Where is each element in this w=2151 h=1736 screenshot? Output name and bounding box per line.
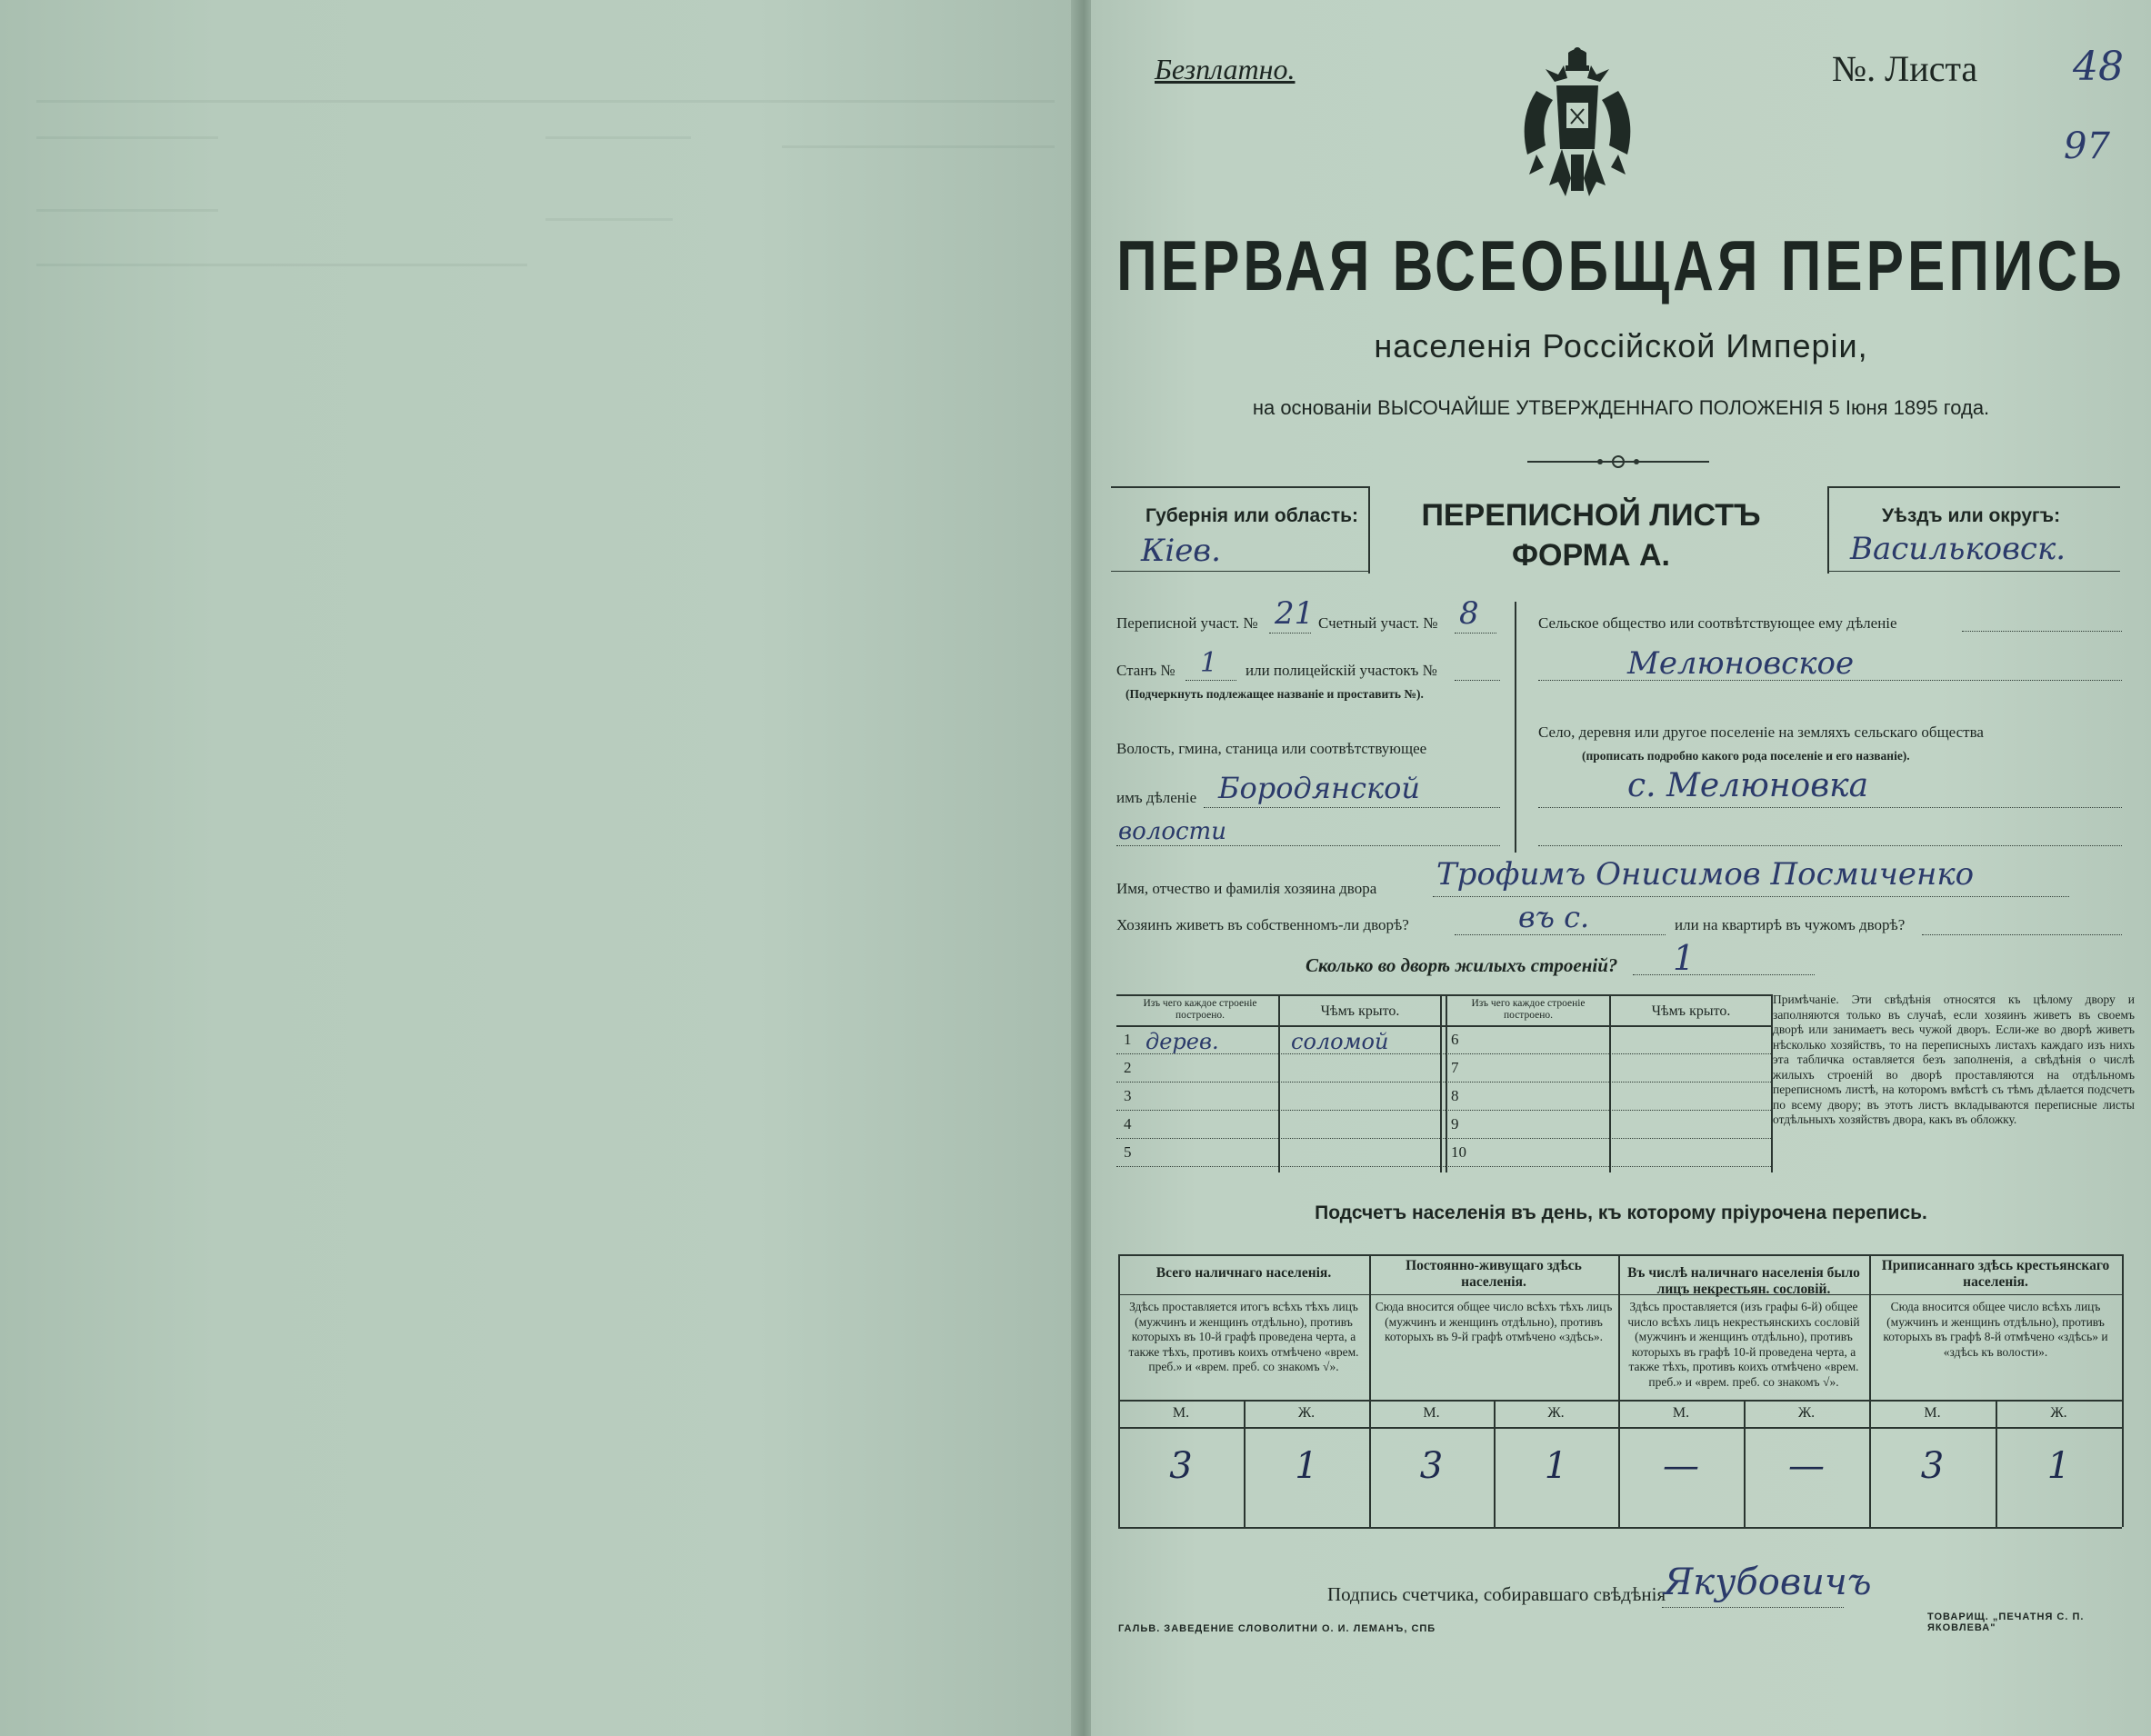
form-name-line2: ФОРМА А. (1511, 538, 1671, 573)
police-district-label: или полицейскій участокъ № (1246, 662, 1437, 679)
tally-female-label: Ж. (1547, 1405, 1565, 1421)
tally-column-head: Постоянно-живущаго здѣсь населенія. (1406, 1258, 1582, 1290)
count-district-value: 8 (1459, 595, 1479, 632)
tally-column-head: Всего наличнаго населенія. (1156, 1265, 1332, 1281)
census-district-label: Переписной участ. № (1116, 614, 1258, 632)
tally-head-divider (1869, 1294, 2122, 1295)
census-district-value: 21 (1275, 595, 1315, 632)
tally-column-description: Сюда вносится общее число всѣхъ лицъ (мужчинъ и женщинъ отдѣльно), противъ которыхъ въ графѣ 8-й отмѣчено «здѣсь» и «здѣсь къ волости». (1883, 1300, 2108, 1359)
tally-column-head: Въ числѣ наличнаго населенія было лицъ некрестьян. сословій. (1627, 1265, 1860, 1297)
tally-female-value: 1 (1544, 1445, 1568, 1487)
gubernia-label: Губернія или область: (1146, 505, 1359, 526)
building-row-line (1116, 1082, 1771, 1083)
form-title: ПЕРВАЯ ВСЕОБЩАЯ ПЕРЕПИСЬ (1116, 227, 2126, 306)
building-row-number-left: 2 (1124, 1059, 1132, 1076)
tally-male-label: М. (1672, 1405, 1690, 1421)
volost-label-cont: имъ дѣленіе (1116, 789, 1197, 806)
tally-female-label: Ж. (1797, 1405, 1816, 1421)
volost-value: Бородянской (1218, 771, 1420, 805)
building-row-line (1116, 1166, 1771, 1167)
gubernia-value: Кіев. (1141, 533, 1221, 569)
tally-male-value: 3 (1419, 1445, 1444, 1487)
tally-head-divider (1118, 1294, 1369, 1295)
building-row-number-right: 6 (1451, 1031, 1459, 1048)
ornament-divider (1527, 453, 1709, 471)
tally-column-head: Приписаннаго здѣсь крестьянскаго населенія. (1881, 1258, 2110, 1290)
tally-column-description: Здѣсь проставляется (изъ графы 6-й) общее число всѣхъ лицъ некрестьянскихъ сословій (мужчинъ и женщинъ отдѣльно), противъ которыхъ въ графѣ 10-й проведена черта, а также тѣхъ, противъ коихъ отмѣчено «врем. преб.» и «врем. преб. со знакомъ √». (1627, 1300, 1860, 1389)
tally-column-description: Здѣсь проставляется итогъ всѣхъ тѣхъ лицъ (мужчинъ и женщинъ отдѣльно), противъ которыхъ въ 10-й графѣ проведена черта, а также тѣхъ, противъ коихъ отмѣчено «врем. преб.» и «врем. преб. со знакомъ √». (1128, 1300, 1359, 1373)
printer-right: ТОВАРИЩ. „ПЕЧАТНЯ С. П. ЯКОВЛЕВА" (1927, 1611, 2085, 1633)
volost-label: Волость, гмина, станица или соотвѣтствующее (1116, 740, 1427, 757)
tally-male-label: М. (1924, 1405, 1941, 1421)
village-society-label: Сельское общество или соотвѣтствующее ему дѣленіе (1538, 614, 1897, 632)
owner-lives-value: въ с. (1518, 900, 1590, 934)
signature-value: Якубовичъ (1664, 1561, 1872, 1603)
tally-male-label: М. (1423, 1405, 1440, 1421)
building-row-line (1116, 1053, 1771, 1054)
sheet-number-value-alt: 97 (2064, 125, 2110, 167)
uezd-value: Васильковск. (1850, 531, 2066, 567)
roof-col-head-left: Чѣмъ крыто. (1320, 1003, 1400, 1019)
row1-material-value: дерев. (1146, 1029, 1219, 1054)
buildings-count-value: 1 (1673, 938, 1696, 978)
underline-note: (Подчеркнуть подлежащее названіе и проставить №). (1126, 687, 1424, 701)
village-note: (прописать подробно какого рода поселеніе и его названіе). (1582, 749, 1910, 763)
tally-title: Подсчетъ населенія въ день, къ которому пріурочена перепись. (1315, 1202, 1927, 1223)
imperial-eagle-icon (1518, 45, 1636, 218)
building-row-number-left: 5 (1124, 1143, 1132, 1161)
village-label: Село, деревня или другое поселеніе на земляхъ сельскаго общества (1538, 723, 1984, 741)
building-row-line (1116, 1110, 1771, 1111)
sheet-number-label: №. Листа (1832, 48, 1978, 89)
tally-head-divider (1618, 1294, 1869, 1295)
note-text: Примѣчаніе. Эти свѣдѣнія относятся къ цѣлому двору и заполняются только въ случаѣ, если хозяинъ живетъ въ своемъ дворѣ или занимаетъ весь чужой дворъ. Если-же во дворѣ живетъ нѣсколько хозяйствъ, то на переписныхъ листахъ каждаго изъ нихъ эта табличка оставляется безъ заполненія, а свѣдѣнія о числѣ жилыхъ строеній во дворѣ проставляются на отдѣльномъ переписномъ листѣ, на которомъ вмѣстѣ съ тѣмъ дѣлается подсчетъ по всему двору; въ этотъ листъ вкладываются переписные листы отдѣльныхъ хозяйствъ двора, какъ въ обложку. (1773, 993, 2135, 1126)
village-value: с. Мелюновка (1627, 767, 1869, 804)
tally-female-label: Ж. (1297, 1405, 1316, 1421)
signature-label: Подпись счетчика, собиравшаго свѣдѣнія (1327, 1583, 1666, 1605)
form-name-line1: ПЕРЕПИСНОЙ ЛИСТЪ (1421, 498, 1761, 533)
tally-female-value: 1 (1295, 1445, 1318, 1487)
census-form-page (1091, 0, 2151, 1736)
tally-male-label: М. (1172, 1405, 1190, 1421)
building-row-line (1116, 1138, 1771, 1139)
stan-value: 1 (1200, 647, 1218, 679)
row1-roof-value: соломой (1291, 1029, 1389, 1054)
stan-label: Станъ № (1116, 662, 1176, 679)
tally-male-value: 3 (1920, 1445, 1945, 1487)
legal-basis-line: на основаніи ВЫСОЧАЙШЕ УТВЕРЖДЕННАГО ПОЛОЖЕНІЯ 5 Іюня 1895 года. (1252, 396, 1990, 419)
building-row-number-right: 10 (1451, 1143, 1466, 1161)
volost-value-cont: волости (1118, 818, 1226, 845)
tally-female-value: — (1788, 1445, 1825, 1487)
owner-name-value: Трофимъ Онисимов Посмиченко (1436, 856, 1975, 893)
roof-col-head-right: Чѣмъ крыто. (1651, 1003, 1731, 1019)
sheet-number-value: 48 (2073, 44, 2124, 90)
building-row-number-left: 3 (1124, 1087, 1132, 1104)
tally-female-label: Ж. (2050, 1405, 2067, 1421)
count-district-label: Счетный участ. № (1318, 614, 1438, 632)
building-row-number-left: 1 (1124, 1031, 1132, 1048)
free-of-charge-label: Безплатно. (1155, 53, 1296, 85)
uezd-label: Уѣздъ или округъ: (1882, 505, 2061, 526)
buildings-count-label: Сколько во дворѣ жилыхъ строеній? (1306, 954, 1618, 976)
material-col-head-left: Изъ чего каждое строеніе построено. (1143, 998, 1257, 1021)
form-name (1355, 495, 1827, 575)
form-subtitle: населенія Россійской Имперіи, (1374, 327, 1868, 364)
building-row-number-right: 9 (1451, 1115, 1459, 1132)
owner-name-label: Имя, отчество и фамилія хозяина двора (1116, 880, 1377, 897)
tally-column-description: Сюда вносится общее число всѣхъ тѣхъ лицъ (мужчинъ и женщинъ отдѣльно), противъ которыхъ въ 9-й графѣ отмѣчено «здѣсь». (1375, 1300, 1613, 1343)
tally-head-divider (1369, 1294, 1618, 1295)
tally-male-value: 3 (1169, 1445, 1193, 1487)
building-row-number-right: 7 (1451, 1059, 1459, 1076)
material-col-head-right: Изъ чего каждое строеніе построено. (1471, 998, 1586, 1021)
building-row-number-left: 4 (1124, 1115, 1132, 1132)
village-society-value: Мелюновское (1627, 645, 1855, 682)
building-row-number-right: 8 (1451, 1087, 1459, 1104)
printer-left: ГАЛЬВ. ЗАВЕДЕНИЕ СЛОВОЛИТНИ О. И. ЛЕМАНЪ, СПБ (1118, 1623, 1436, 1634)
owner-lives-label: Хозяинъ живетъ въ собственномъ-ли дворѣ? (1116, 916, 1409, 933)
tally-male-value: — (1663, 1445, 1699, 1487)
apartment-label: или на квартирѣ въ чужомъ дворѣ? (1675, 916, 1906, 933)
tally-female-value: 1 (2046, 1445, 2071, 1487)
